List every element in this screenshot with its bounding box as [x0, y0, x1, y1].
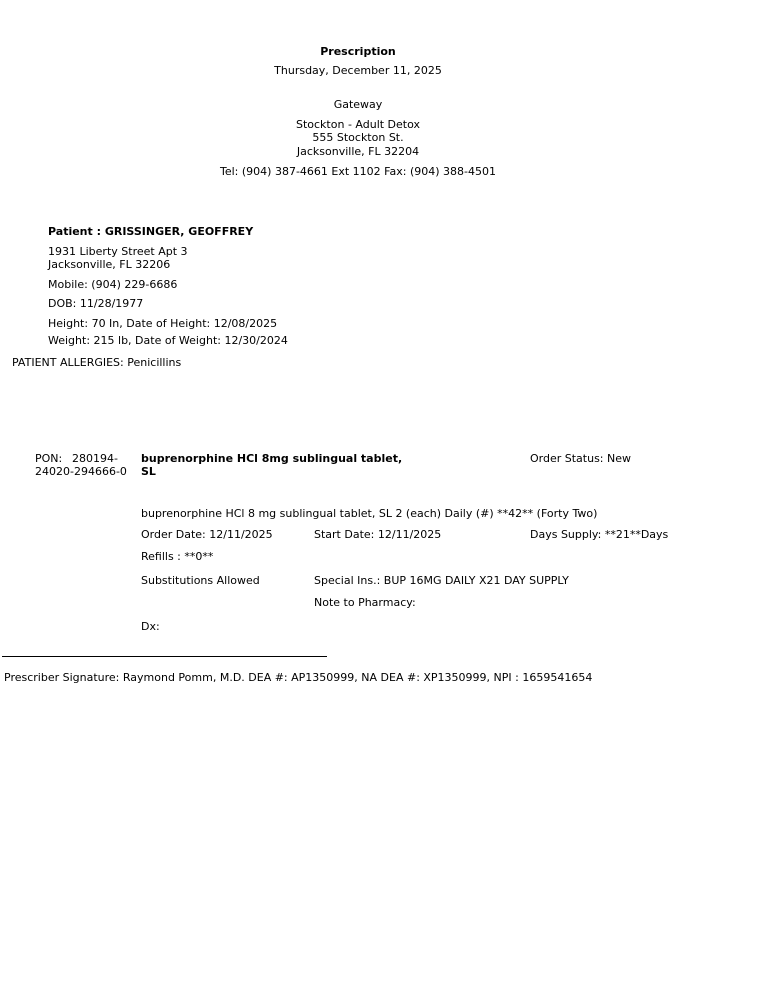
patient-mobile: Mobile: (904) 229-6686 [48, 278, 178, 291]
pon-number-part1: 280194- [72, 452, 118, 465]
patient-address-line1: 1931 Liberty Street Apt 3 [48, 245, 188, 258]
document-title: Prescription [320, 45, 396, 58]
diagnosis: Dx: [141, 620, 160, 633]
patient-allergies: PATIENT ALLERGIES: Penicillins [12, 356, 182, 369]
patient-name: Patient : GRISSINGER, GEOFFREY [48, 225, 254, 238]
organization-name: Gateway [333, 98, 383, 111]
signature-line [2, 656, 327, 657]
order-date: Order Date: 12/11/2025 [141, 528, 273, 541]
prescriber-signature: Prescriber Signature: Raymond Pomm, M.D. DEA #: AP1350999, NA DEA #: XP1350999, NPI : 1659541654 [4, 671, 593, 684]
patient-height: Height: 70 In, Date of Height: 12/08/2025 [48, 317, 278, 330]
special-instructions: Special Ins.: BUP 16MG DAILY X21 DAY SUPPLY [314, 574, 569, 587]
patient-weight: Weight: 215 lb, Date of Weight: 12/30/2024 [48, 334, 288, 347]
patient-address-line2: Jacksonville, FL 32206 [48, 258, 171, 271]
drug-name-line2: SL [141, 465, 156, 478]
facility-contact: Tel: (904) 387-4661 Ext 1102 Fax: (904) 388-4501 [220, 165, 496, 178]
facility-name: Stockton - Adult Detox [295, 118, 421, 131]
facility-street: 555 Stockton St. [312, 131, 404, 144]
note-to-pharmacy: Note to Pharmacy: [314, 596, 416, 609]
substitutions: Substitutions Allowed [141, 574, 260, 587]
document-date: Thursday, December 11, 2025 [274, 64, 442, 77]
patient-dob: DOB: 11/28/1977 [48, 297, 144, 310]
facility-city: Jacksonville, FL 32204 [296, 145, 420, 158]
order-sig: buprenorphine HCl 8 mg sublingual tablet, SL 2 (each) Daily (#) **42** (Forty Two) [141, 507, 598, 520]
pon-label: PON: [35, 452, 63, 465]
order-status: Order Status: New [530, 452, 632, 465]
pon-number-part2: 24020-294666-0 [35, 465, 127, 478]
start-date: Start Date: 12/11/2025 [314, 528, 442, 541]
drug-name-line1: buprenorphine HCl 8mg sublingual tablet, [141, 452, 403, 465]
refills: Refills : **0** [141, 550, 214, 563]
days-supply: Days Supply: **21**Days [530, 528, 669, 541]
